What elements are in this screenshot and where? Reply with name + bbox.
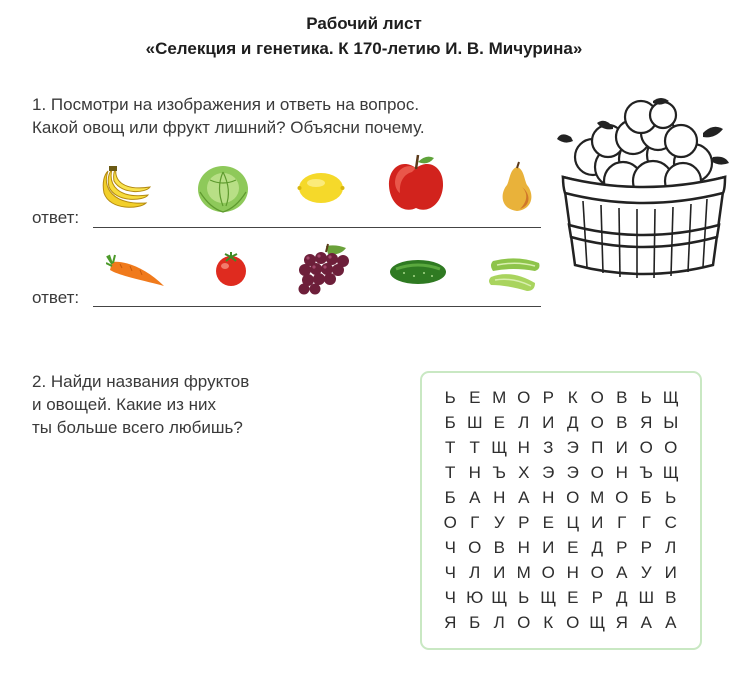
wordsearch-cell[interactable]: О [541,563,555,582]
wordsearch-cell[interactable]: Ъ [639,463,653,482]
wordsearch-cell[interactable]: О [590,388,604,407]
wordsearch-cell[interactable]: Э [566,463,579,482]
wordsearch-cell[interactable]: Д [591,538,603,557]
wordsearch-cell[interactable]: Н [517,438,530,457]
wordsearch-cell[interactable]: Б [469,613,481,632]
wordsearch-cell[interactable]: А [665,613,677,632]
task-2-line-1: 2. Найди названия фруктов [32,372,250,391]
wordsearch-cell[interactable]: К [543,613,554,632]
wordsearch-cell[interactable]: М [516,563,531,582]
answer-line-1[interactable] [93,209,541,228]
wordsearch-cell[interactable]: Л [493,613,505,632]
wordsearch-cell[interactable]: Г [617,513,627,532]
task-1-line-2: Какой овощ или фрукт лишний? Объясни почему. [32,118,425,137]
wordsearch-cell[interactable]: Е [567,588,579,607]
basket-icon [553,97,733,287]
zucchini-icon [487,255,543,293]
title-line-1: Рабочий лист [306,14,422,33]
wordsearch-cell[interactable]: В [616,413,628,432]
wordsearch-cell[interactable]: Р [591,588,603,607]
wordsearch-cell[interactable]: И [591,513,604,532]
wordsearch-cell[interactable]: Х [518,463,530,482]
cabbage-icon [196,162,250,214]
wordsearch-cell[interactable]: Н [468,463,481,482]
title-line-2: «Селекция и генетика. К 170-летию И. В. Мичурина» [145,39,583,58]
wordsearch-cell[interactable]: Ъ [492,463,506,482]
wordsearch-cell[interactable]: Щ [540,588,557,607]
wordsearch-cell[interactable]: Щ [589,613,606,632]
wordsearch-cell[interactable]: О [590,463,604,482]
wordsearch-cell[interactable]: Щ [662,463,679,482]
wordsearch-cell[interactable]: У [640,563,652,582]
wordsearch-cell[interactable]: Ю [466,588,484,607]
wordsearch-cell[interactable]: Ь [640,388,652,407]
lemon-icon [297,170,345,206]
wordsearch-cell[interactable]: О [566,613,580,632]
wordsearch-cell[interactable]: И [493,563,506,582]
wordsearch-cell[interactable]: Щ [491,438,508,457]
answer-label-2: ответ: [32,288,80,307]
wordsearch-cell[interactable]: О [468,538,482,557]
wordsearch-cell[interactable]: У [493,513,505,532]
wordsearch-cell[interactable]: Ч [444,538,456,557]
wordsearch-cell[interactable]: О [590,413,604,432]
wordsearch-cell[interactable]: Л [665,538,677,557]
wordsearch-cell[interactable]: Д [615,588,628,607]
task-1-text [32,93,425,139]
wordsearch-cell[interactable]: И [542,538,555,557]
wordsearch-cell[interactable]: Я [444,613,457,632]
wordsearch-cell[interactable]: Ь [665,488,677,507]
wordsearch-cell[interactable]: О [615,488,629,507]
wordsearch-cell[interactable]: И [664,563,677,582]
wordsearch-cell[interactable]: Е [469,388,481,407]
wordsearch-cell[interactable]: Т [445,438,456,457]
apple-icon [386,152,446,214]
wordsearch-cell[interactable]: Щ [662,388,679,407]
pear-icon [498,161,536,213]
wordsearch-cell[interactable]: А [616,563,628,582]
wordsearch-cell[interactable]: Я [640,413,653,432]
wordsearch-cell[interactable]: Л [469,563,481,582]
wordsearch-cell[interactable]: А [469,488,481,507]
wordsearch-cell[interactable]: Н [493,488,506,507]
wordsearch-cell[interactable]: Я [615,613,628,632]
task-2-line-3: ты больше всего любишь? [32,418,243,437]
wordsearch-cell[interactable]: Р [616,538,628,557]
task-2-line-2: и овощей. Какие из них [32,395,217,414]
wordsearch-cell[interactable]: Н [615,463,628,482]
wordsearch-cell[interactable]: Е [542,513,554,532]
wordsearch-cell[interactable]: В [616,388,628,407]
worksheet-title [0,11,728,61]
wordsearch-cell[interactable]: Ш [638,588,655,607]
carrot-icon [106,254,168,290]
wordsearch-cell[interactable]: Э [542,463,555,482]
wordsearch-cell[interactable]: С [664,513,677,532]
wordsearch-cell[interactable]: Б [444,488,456,507]
wordsearch-cell[interactable]: О [590,563,604,582]
wordsearch-grid[interactable] [438,385,683,635]
wordsearch-cell[interactable]: И [615,438,628,457]
wordsearch-cell[interactable]: А [518,488,530,507]
banana-icon [100,165,152,211]
wordsearch-cell[interactable]: М [590,488,605,507]
wordsearch-cell[interactable]: Н [517,538,530,557]
wordsearch-cell[interactable]: Щ [491,588,508,607]
wordsearch-cell[interactable]: Р [518,513,530,532]
answer-line-2[interactable] [93,289,541,307]
wordsearch-cell[interactable]: Ч [444,563,456,582]
wordsearch-cell[interactable]: Ь [444,388,456,407]
wordsearch-cell[interactable]: Б [640,488,652,507]
wordsearch-cell[interactable]: Ц [566,513,580,532]
cucumber-icon [388,257,448,287]
task-2-text [32,370,249,439]
wordsearch-cell[interactable]: Г [470,513,480,532]
wordsearch-cell[interactable]: Л [518,413,530,432]
wordsearch-cell[interactable]: Е [493,413,505,432]
wordsearch-cell[interactable]: В [665,588,677,607]
tomato-icon [213,251,249,287]
wordsearch-cell[interactable]: Б [444,413,456,432]
task-1-line-1: 1. Посмотри на изображения и ответь на вопрос. [32,95,420,114]
wordsearch-cell[interactable]: Э [566,438,579,457]
answer-label-1: ответ: [32,208,80,227]
wordsearch-cell[interactable]: Ы [663,413,679,432]
wordsearch-cell[interactable]: О [443,513,457,532]
wordsearch-cell[interactable]: О [517,388,531,407]
wordsearch-cell[interactable]: Ь [518,588,530,607]
wordsearch-cell[interactable]: Ч [444,588,456,607]
wordsearch-cell[interactable]: О [639,438,653,457]
wordsearch-cell[interactable]: М [492,388,507,407]
wordsearch-cell[interactable]: В [493,538,505,557]
wordsearch-cell[interactable]: К [567,388,578,407]
wordsearch-cell[interactable]: Р [640,538,652,557]
wordsearch-cell[interactable]: Д [566,413,579,432]
wordsearch-cell[interactable]: Н [566,563,579,582]
wordsearch-cell[interactable]: Г [641,513,651,532]
wordsearch-cell[interactable]: Е [567,538,579,557]
wordsearch-cell[interactable]: Н [542,488,555,507]
wordsearch-cell[interactable]: И [542,413,555,432]
wordsearch-cell[interactable]: Т [469,438,480,457]
wordsearch-cell[interactable]: О [664,438,678,457]
wordsearch-cell[interactable]: О [517,613,531,632]
wordsearch-cell[interactable]: П [591,438,604,457]
wordsearch-cell[interactable]: Р [542,388,554,407]
wordsearch-cell[interactable]: Т [445,463,456,482]
wordsearch-cell[interactable]: Ш [466,413,483,432]
wordsearch-cell[interactable]: З [543,438,554,457]
wordsearch-cell[interactable]: А [640,613,652,632]
wordsearch-cell[interactable]: О [566,488,580,507]
